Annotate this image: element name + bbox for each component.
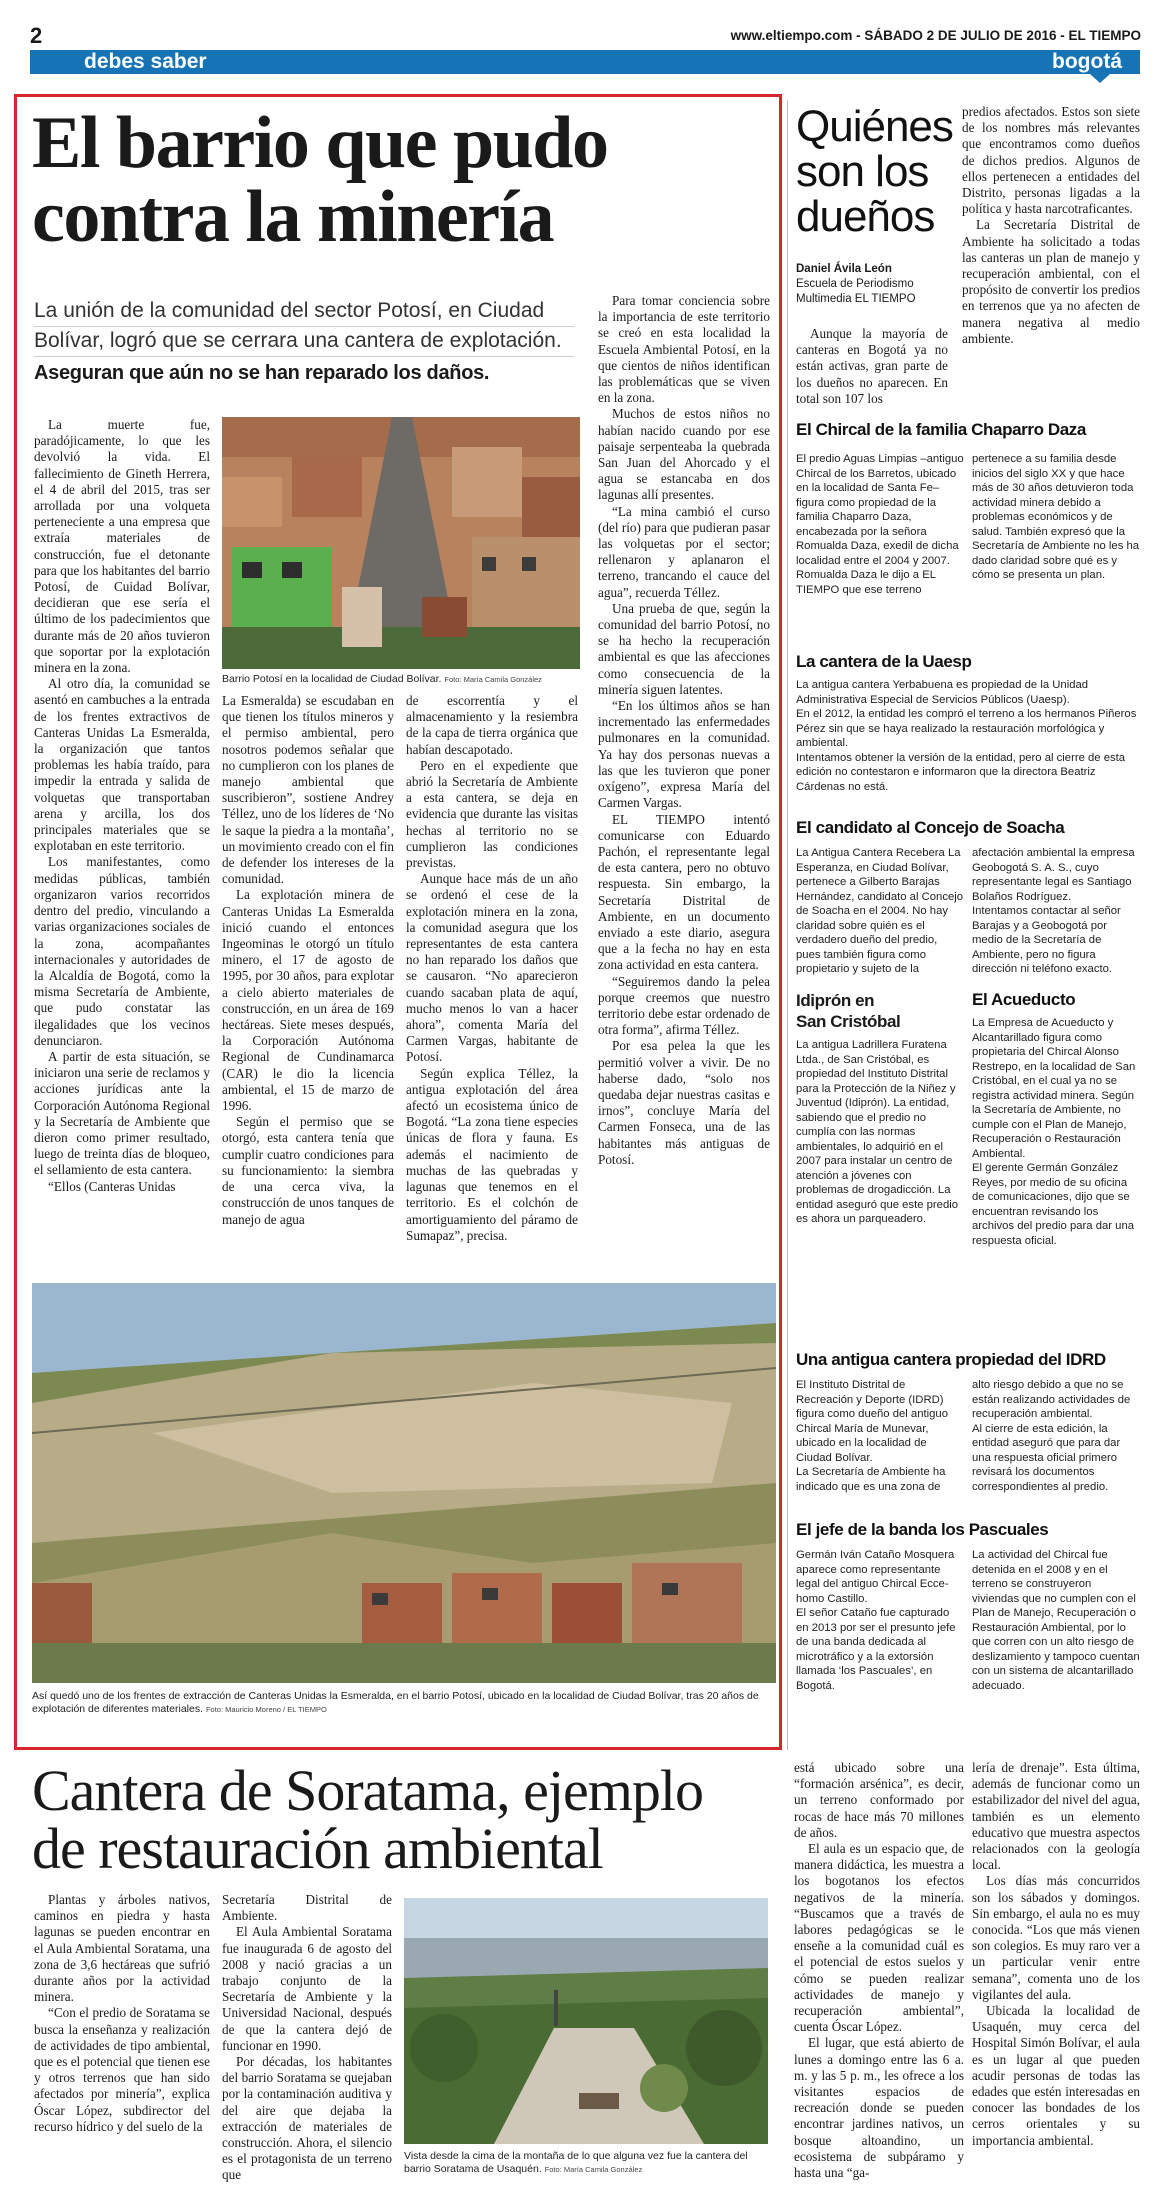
sidebar-s3-left: La Antigua Cantera Recebera La Esperanza, en Ciudad Bolívar, pertenece a Gilberto Barajas Hernández, candidato al Concejo de Soacha en el 2004. No hay claridad sobre quién es el verdadero dueño del predio, pues también figura como propietario y sujeto de la bbox=[796, 847, 964, 975]
sidebar-divider bbox=[787, 100, 788, 1750]
second-c3-p3: El lugar, que está abierto de lunes a domingo entre las 6 a. m. y las 5 p. m., les ofrece a los visitantes espacios de recreación donde se pueden encontrar jardines nativos, un bosque altoandino, un ecosistema de subpáramo y hasta una “ga- bbox=[794, 2035, 964, 2181]
sidebar-s4-title bbox=[796, 990, 964, 1032]
main-c1-p4: A partir de esta situación, se iniciaron una serie de reclamos y acciones jurídicas ante la Corporación Autónoma Regional y la Secretaría de Ambiente que dieron como primer resultado, luego de treinta días de bloqueo, el sellamiento de esta cantera. bbox=[34, 1048, 210, 1178]
main-title-line-1: El barrio que pudo bbox=[32, 102, 608, 184]
second-c2-p2: El Aula Ambiental Soratama fue inaugurada 6 de agosto del 2008 y nació gracias a un trabajo conjunto de la Secretaría de Ambiente y la Universidad Nacional, después de que la cantera dejó de funcionar en 1990. bbox=[222, 1924, 392, 2053]
subtitle-divider bbox=[34, 326, 574, 327]
main-c3-p1: de escorrentía y el almacenamiento y la resiembra de la capa de tierra orgánica que habían descapotado. bbox=[406, 693, 578, 757]
main-c3-p4: Según explica Téllez, la antigua explotación del área afectó un ecosistema único de Bogotá. “La zona tiene especies únicas de flora y fauna. Es además el nacimiento de muchas de las quebradas y lagunas que tenemos en el territorio. Es el colchón de amortiguamiento del páramo de Sumapaz”, precisa. bbox=[406, 1065, 578, 1243]
second-column-2 bbox=[222, 1892, 392, 2192]
sidebar-s6-left: El Instituto Distrital de Recreación y Deporte (IDRD) figura como dueño del antiguo Chircal María de Munevar, ubicado en la localidad de Ciudad Bolívar. La Secretaría de Ambiente ha indicado que es una zona de bbox=[796, 1379, 948, 1493]
cantera-photo-caption bbox=[32, 1690, 762, 1716]
barrio-caption-text: Barrio Potosí en la localidad de Ciudad Bolívar. bbox=[222, 673, 442, 685]
main-c4-p4: Una prueba de que, según la comunidad del barrio Potosí, no se ha hecho la recuperación ambiental es que las afecciones como consecuencia de la minería siguen latentes. bbox=[598, 600, 770, 697]
main-c4-p3: “La mina cambió el curso (del río) para que pudieran pasar las volquetas por el sector; rellenaron y aplanaron el terreno, trancando el cauce del agua”, recuerda Téllez. bbox=[598, 503, 770, 600]
second-title-line-2: de restauración ambiental bbox=[32, 1816, 603, 1881]
sidebar-intro-left bbox=[796, 326, 948, 410]
main-c1-p3: Los manifestantes, como medidas públicas, también organizaron varios recorridos dentro del predio, vinculando a varias organizaciones sociales de la zona, acompañantes internacionales y autoridades de la Alcaldía de Bogotá, como la misma Secretaría de Ambiente, que pudo constatar las ilegalidades que los vecinos denunciaron. bbox=[34, 854, 210, 1048]
section-bar bbox=[30, 50, 1140, 74]
sidebar-intro-left-p: Aunque la mayoría de canteras en Bogotá ya no están activas, gran parte de los dueños no aparecen. En total son 107 los bbox=[796, 326, 948, 406]
sidebar-s4-title-line-1: Idiprón en bbox=[796, 991, 875, 1010]
second-c4-p3: Ubicada la localidad de Usaquén, muy cerca del Hospital Simón Bolívar, el aula es un lugar al que pueden acudir personas de todas las edades que estén interesadas en conocer las bondades de los cerros orientales y su importancia ambiental. bbox=[972, 2003, 1140, 2148]
sidebar-s7-right: La actividad del Chircal fue detenida en el 2008 y en el terreno se construyeron viviendas que no cumplen con el Plan de Manejo, Recuperación o Restauración Ambiental, por lo que corren con un alto riesgo de deslizamiento y tampoco cuentan con un sistema de alcantarillado adecuado. bbox=[972, 1549, 1140, 1692]
main-c3-p2: Pero en el expediente que abrió la Secretaría de Ambiente a esta cantera, se deja en evidencia que durante las visitas hechas al territorio no se cumplieron las condiciones previstas. bbox=[406, 757, 578, 871]
brand-name: EL TIEMPO bbox=[1068, 28, 1141, 43]
sidebar-author: Daniel Ávila León bbox=[796, 263, 892, 275]
soratama-photo bbox=[404, 1898, 768, 2144]
site-date: www.eltiempo.com - SÁBADO 2 DE JULIO DE 2016 - bbox=[730, 28, 1065, 43]
sidebar-s7-left: Germán Iván Cataño Mosquera aparece como representante legal del antiguo Chircal Eccehomo Castillo. El señor Cataño fue capturado en 2013 por ser el presunto jefe de una banda dedicada al microtráfico y a la extorsión llamada ‘los Pascuales’, en Bogotá. bbox=[796, 1549, 956, 1692]
main-c2-p2: La explotación minera de Canteras Unidas La Esmeralda inició cuando el entonces Ingeominas le otorgó un título minero, el 17 de agosto de 1995, por 30 años, para explotar a cielo abierto materiales de construcción, en un área de 169 hectáreas. Siete meses después, la Corporación Autónoma Regional de Cundinamarca (CAR) le dio la licencia ambiental, el 15 de marzo de 1996. bbox=[222, 887, 394, 1114]
second-c2-p1: Secretaría Distrital de Ambiente. bbox=[222, 1892, 392, 1924]
main-column-1 bbox=[34, 417, 210, 1273]
sidebar-title-line-1: Quiénes bbox=[796, 102, 953, 151]
section-right-arrow bbox=[1090, 74, 1110, 83]
sidebar-s5-text: La Empresa de Acueducto y Alcantarillado figura como propietaria del Chircal Alonso Restrepo, en la localidad de San Cristóbal, en el cual ya no se registra actividad minera. Según la Secretaría de Ambiente, no cumple con el Plan de Manejo, Recuperación o Restauración Ambiental. El gerente Germán González Reyes, por medio de su oficina de comunicaciones, dijo que se encuentran revisando los archivos del predio para dar una respuesta oficial. bbox=[972, 1017, 1136, 1247]
barrio-photo-illustration bbox=[222, 417, 580, 669]
second-c4-p1: lería de drenaje”. Esta última, además de funcionar como un estabilizador del nivel del agua, también es un elemento educativo que muestra aspectos relacionados con la geología local. bbox=[972, 1760, 1140, 1873]
main-c4-p5: “En los últimos años se han incrementado las enfermedades pulmonares en la comunidad. Ya hay dos personas nuevas a las que les tuvieron que poner oxígeno”, expresa María del Carmen Vargas. bbox=[598, 698, 770, 811]
main-c1-p1: La muerte fue, paradójicamente, lo que les devolvió la vida. El fallecimiento de Gineth Herrera, el 4 de abril del 2015, tras ser arrollada por una volqueta perteneciente a una empresa que extraía materiales de construcción, fue el detonante para que los habitantes del barrio Potosí, de Cuidad Bolívar, decidieran que ese sería el último de los padecimientos que durante más de 20 años tuvieron que soportar por la explotación minera en la zona. bbox=[34, 417, 210, 676]
second-column-3 bbox=[794, 1760, 964, 2192]
main-c2-p3: Según el permiso que se otorgó, esta cantera tenía que cumplir cuatro condiciones para su funcionamiento: la siembra de una cerca viva, la construcción de unos tanques de manejo de agua bbox=[222, 1114, 394, 1227]
second-column-1 bbox=[34, 1892, 210, 2192]
barrio-photo bbox=[222, 417, 580, 669]
second-column-4 bbox=[972, 1760, 1140, 2192]
sidebar-author-school: Escuela de Periodismo bbox=[796, 278, 914, 290]
barrio-photo-caption bbox=[222, 673, 580, 686]
sidebar-s2-title: La cantera de la Uaesp bbox=[796, 652, 972, 671]
sidebar-title-line-3: dueños bbox=[796, 192, 935, 241]
main-c4-p7: “Seguiremos dando la pelea porque creemos que nuestro territorio debe estar ordenado de otra forma”, afirma Téllez. bbox=[598, 973, 770, 1038]
sidebar-s2-text: La antigua cantera Yerbabuena es propiedad de la Unidad Administrativa Especial de Servicios Públicos (Uaesp). En el 2012, la entidad les compró el terreno a los hermanos Piñeros Pérez sin que se haya realizado la restauración morfológica y ambiental. Intentamos obtener la versión de la entidad, pero al cierre de esta edición no contestaron e informaron que la directora Beatriz Cárdenas no está. bbox=[796, 679, 1137, 793]
soratama-caption-text: Vista desde la cima de la montaña de lo que alguna vez fue la cantera del barrio Soratama de Usaquén. bbox=[404, 2150, 748, 2175]
main-title-line-2: contra la minería bbox=[32, 176, 554, 258]
sidebar-s1-left: El predio Aguas Limpias –antiguo Chircal de los Barretos, ubicado en la localidad de Santa Fe– figura como propiedad de la familia Chaparro Daza, encabezada por la señora Romualda Daza, exedil de dicha localidad entre el 2004 y 2007. Romualda Daza le dijo a EL TIEMPO que ese terreno bbox=[796, 453, 964, 596]
sidebar-author-org: Multimedia EL TIEMPO bbox=[796, 293, 916, 305]
sidebar-s3-right: afectación ambiental la empresa Geobogotá S. A. S., cuyo representante legal es Santiago Bolaños Rodríguez. Intentamos contactar al señor Barajas y a Geobogotá por medio de la Secretaría de Ambiente, pero no figura dirección ni teléfono exacto. bbox=[972, 847, 1135, 975]
main-c4-p8: Por esa pelea la que les permitió volver a vivir. De no haberse dado, “solo nos quedaba dejar nuestras casitas e irnos”, concluye María del Carmen Fonseca, una de las habitantes más antiguas de Potosí. bbox=[598, 1038, 770, 1167]
sidebar-s1-right: pertenece a su familia desde inicios del siglo XX y que hace más de 30 años detuvieron toda actividad minera debido a problemas económicos y de salud. También expresó que la Secretaría de Ambiente no les ha dado claridad sobre qué es y cómo se presenta un plan. bbox=[972, 453, 1140, 581]
subtitle-divider-2 bbox=[34, 356, 574, 357]
second-c1-p1: Plantas y árboles nativos, caminos en piedra y hasta lagunas se pueden encontrar en el Aula Ambiental Soratama, una zona de 3,6 hectáreas que sufrió durante años por la actividad minera. bbox=[34, 1892, 210, 2005]
main-c1-p5: “Ellos (Canteras Unidas bbox=[48, 1178, 176, 1194]
sidebar-s6-right: alto riesgo debido a que no se están realizando actividades de recuperación ambiental. Al cierre de esta edición, la entidad aseguró que para dar una respuesta oficial primero revisará los documentos correspondientes al predio. bbox=[972, 1379, 1131, 1493]
sidebar-intro-right bbox=[962, 104, 1140, 410]
second-c4-p2: Los días más concurridos son los sábados y domingos. Sin embargo, el aula no es muy conocida. “Los que más vienen son colegios. Es muy raro ver a un particular venir entre semana”, comenta uno de los vigilantes del aula. bbox=[972, 1873, 1140, 2002]
main-c1-p2: Al otro día, la comunidad se asentó en cambuches a la entrada de los frentes extractivos de Canteras Unidas La Esmeralda, la organización que tantos problemas les había traído, para impedir la entrada y salida de volquetas que transportaban arena y arcilla, los dos principales materiales que se explotaban en este territorio. bbox=[34, 676, 210, 854]
main-column-4 bbox=[598, 293, 770, 1251]
main-c4-p2: Muchos de estos niños no habían nacido cuando por ese paisaje serpenteaba la quebrada San Juan del Ahorcado y el agua se estancaba en dos lagunas allí presentes. bbox=[598, 406, 770, 503]
main-c2-p1: La Esmeralda) se escudaban en que tienen los títulos mineros y el permiso ambiental, pero nosotros podemos señalar que no cumplieron con los planes de manejo ambiental que suscribieron”, sostiene Andrey Téllez, uno de los líderes de ‘No le saque la piedra a la montaña’, un movimiento creado con el fin de defender los intereses de la comunidad. bbox=[222, 693, 394, 887]
main-c4-p6: EL TIEMPO intentó comunicarse con Eduardo Pachón, el representante legal de esta cantera, pero no obtuvo respuesta. Sin embargo, la Secretaría Distrital de Ambiente, en un documento enviado a este diario, asegura que a la fecha no hay en esta zona actividad en esta cantera. bbox=[598, 811, 770, 973]
page-number: 2 bbox=[30, 23, 43, 48]
second-c3-p2: El aula es un espacio que, de manera didáctica, les muestra a los bogotanos los efectos negativos de la minería. “Buscamos que a través de labores pedagógicas se le enseñe a la comunidad cuál es el potencial de estos suelos y cómo se pueden realizar actividades de manejo y recuperación ambiental”, cuenta Óscar López. bbox=[794, 1841, 964, 2035]
main-c3-p3: Aunque hace más de un año se ordenó el cese de la explotación minera en la zona, la comunidad asegura que los representantes de esta cantera no han reparado los daños que se causaron. “No aparecieron cuando sacaban plata de aquí, mucho menos lo van a hacer ahora”, comenta María del Carmen Vargas, habitante de Potosí. bbox=[406, 871, 578, 1065]
sidebar-title-line-2: son los bbox=[796, 147, 929, 196]
soratama-photo-illustration bbox=[404, 1898, 768, 2144]
main-title bbox=[32, 102, 772, 258]
soratama-photo-caption bbox=[404, 2150, 768, 2176]
sidebar-byline bbox=[796, 262, 946, 307]
masthead-line bbox=[731, 28, 1141, 44]
soratama-caption-credit: Foto: María Camila González bbox=[544, 2165, 643, 2174]
cantera-photo-illustration bbox=[32, 1283, 776, 1683]
section-right-label: bogotá bbox=[1052, 50, 1122, 73]
sidebar-intro-right-p1: predios afectados. Estos son siete de los nombres más relevantes que encontramos como dueños de dichos predios. Algunos de ellos pertenecen a entidades del Distrito, personas ligadas a la política y hasta narcotraficantes. bbox=[962, 104, 1140, 217]
sidebar-s3-title: El candidato al Concejo de Soacha bbox=[796, 818, 1065, 837]
barrio-caption-credit: Foto: María Camila González bbox=[444, 675, 542, 684]
section-left-label: debes saber bbox=[84, 50, 207, 73]
sidebar-s4-text: La antigua Ladrillera Furatena Ltda., de San Cristóbal, es propiedad del Instituto Distrital para la Protección de la Niñez y Juventud (Idiprón). La entidad, sabiendo que el predio no cumplía con las normas ambientales, lo adquirió en el 2007 para instalar un centro de atención a jóvenes con problemas de drogadicción. La entidad aseguró que este predio es ahora un parqueadero. bbox=[796, 1039, 959, 1225]
main-column-2 bbox=[222, 693, 394, 1273]
cantera-caption-text: Así quedó uno de los frentes de extracción de Canteras Unidas la Esmeralda, en el barrio Potosí, ubicado en la localidad de Ciudad Bolívar, tras 20 años de explotación de diferentes materiales. bbox=[32, 1690, 759, 1715]
second-title-line-1: Cantera de Soratama, ejemplo bbox=[32, 1758, 703, 1823]
cantera-photo bbox=[32, 1283, 776, 1683]
second-c2-p3: Por décadas, los habitantes del barrio Soratama se quejaban por la contaminación auditiva y del aire que dejaba la extracción de materiales de construcción. Ahora, el silencio es el protagonista de un terreno que bbox=[222, 2054, 392, 2183]
sidebar-s5-title: El Acueducto bbox=[972, 990, 1076, 1009]
second-title bbox=[32, 1758, 792, 1881]
sidebar-s7-title: El jefe de la banda los Pascuales bbox=[796, 1520, 1049, 1539]
main-kicker: Aseguran que aún no se han reparado los daños. bbox=[34, 362, 490, 384]
sidebar-intro-right-p2: La Secretaría Distrital de Ambiente ha solicitado a todas las canteras un plan de manejo y recuperación ambiental, con el propósito de convertir los predios en terrenos que ya no afecten de manera negativa al medio ambiente. bbox=[962, 217, 1140, 346]
second-c3-p1: está ubicado sobre una “formación arsénica”, es decir, un terreno conformado por rocas de hace más 70 millones de años. bbox=[794, 1760, 964, 1840]
main-subtitle: La unión de la comunidad del sector Potosí, en Ciudad Bolívar, logró que se cerrara una cantera de explotación. bbox=[34, 299, 562, 352]
cantera-caption-credit: Foto: Mauricio Moreno / EL TIEMPO bbox=[205, 1705, 327, 1714]
sidebar-s6-title: Una antigua cantera propiedad del IDRD bbox=[796, 1350, 1106, 1369]
sidebar-s4-title-line-2: San Cristóbal bbox=[796, 1012, 901, 1031]
main-c4-p1: Para tomar conciencia sobre la importancia de este territorio se creó en esta localidad la Escuela Ambiental Potosí, en la que cientos de niños identifican las problemáticas que se viven en la zona. bbox=[598, 293, 770, 406]
second-c1-p2: “Con el predio de Soratama se busca la enseñanza y realización de actividades de tipo ambiental, que es el potencial que tienen ese y otros terrenos que han sido afectados por minería”, explica Óscar López, subdirector del recurso hídrico y del suelo de la bbox=[34, 2005, 210, 2134]
main-column-3 bbox=[406, 693, 578, 1273]
sidebar-title bbox=[796, 104, 966, 239]
sidebar-s1-title: El Chircal de la familia Chaparro Daza bbox=[796, 420, 1086, 439]
